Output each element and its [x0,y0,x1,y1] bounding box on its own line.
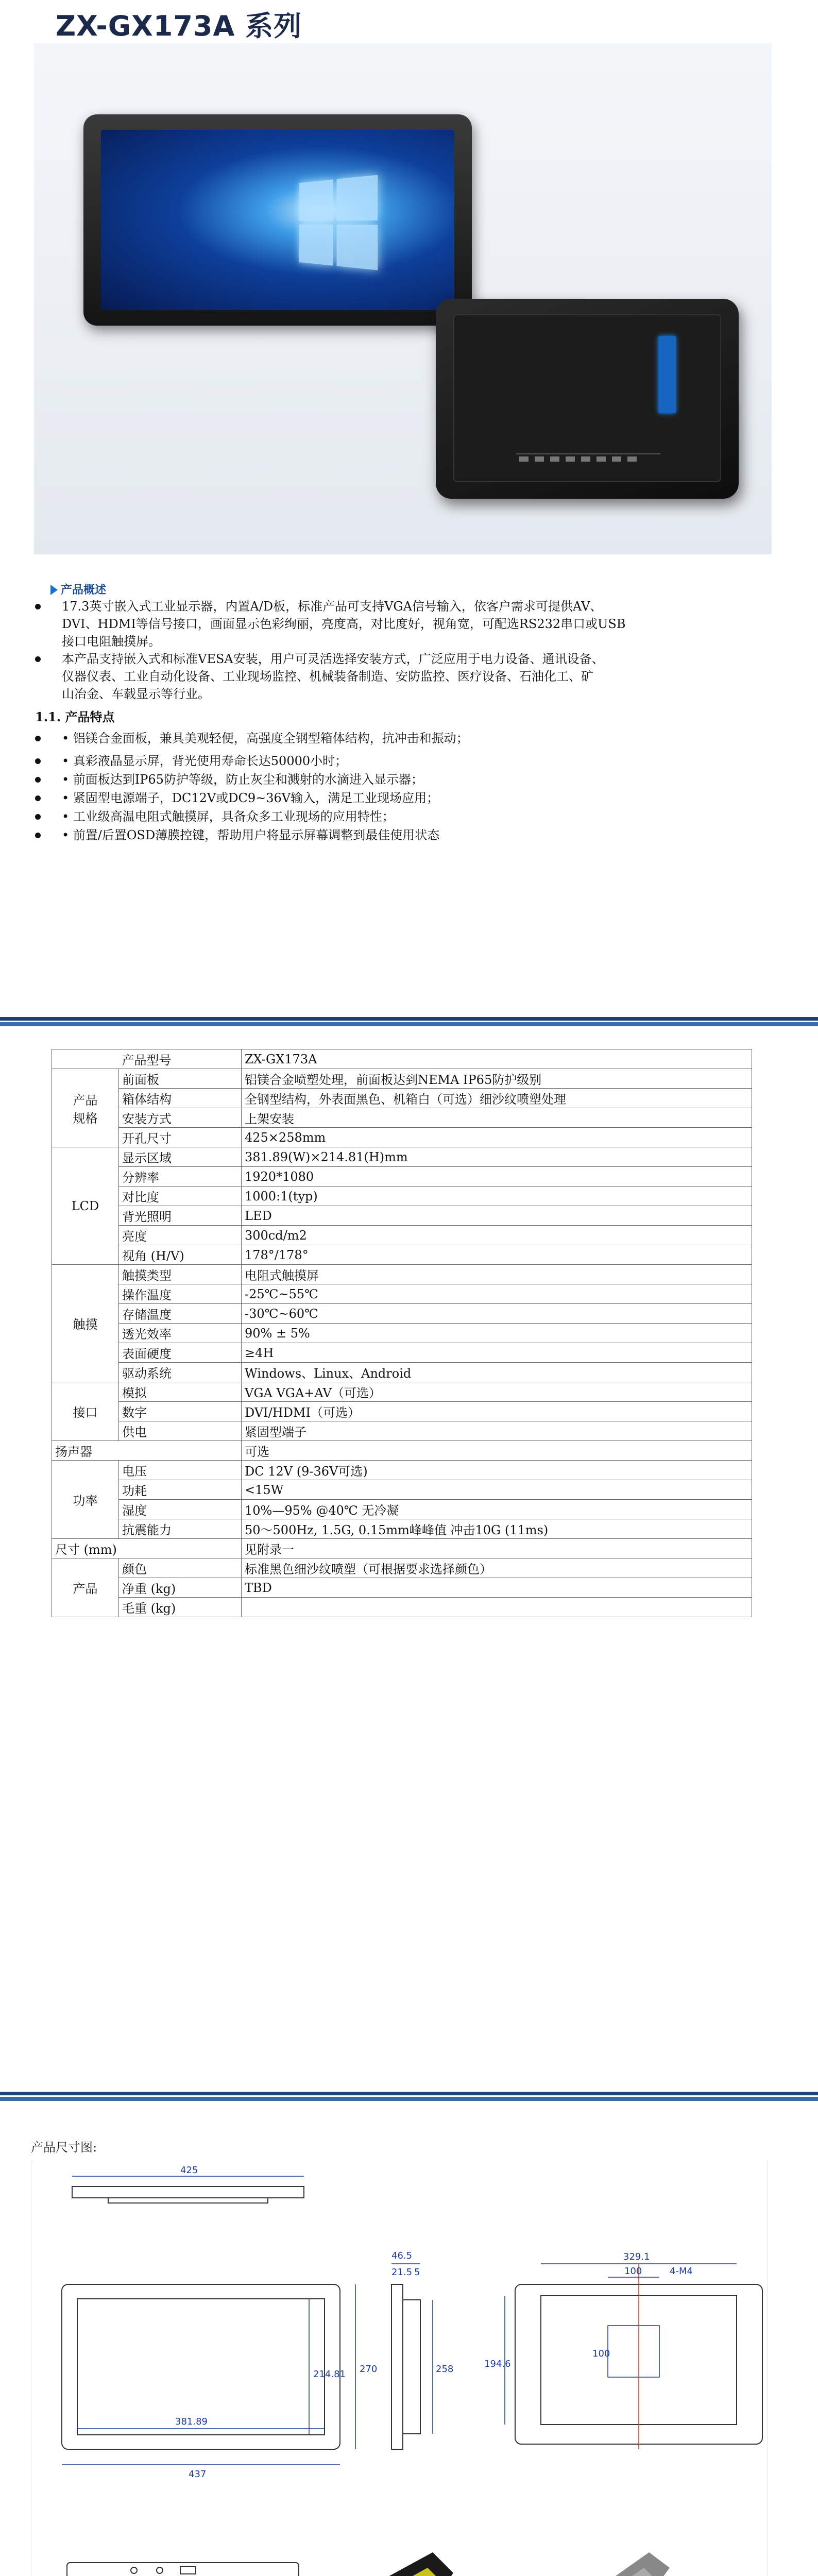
row-label: 透光效率 [119,1324,242,1343]
speaker-value: 可选 [242,1441,752,1461]
table-row [52,1167,752,1187]
port-icon [131,2567,137,2573]
page-title: ZX-GX173A 系列 [56,10,302,42]
row-label: 毛重 (kg) [119,1598,242,1617]
feature-text: • 铝镁合金面板，兼具美观轻便，高强度全钢型箱体结构，抗冲击和振动； [62,731,469,745]
table-row [52,1108,752,1128]
row-label: 箱体结构 [119,1089,242,1108]
front-active-area [77,2299,325,2435]
row-label: 存储温度 [119,1304,242,1324]
row-label: 抗震能力 [119,1519,242,1539]
row-label: 净重 (kg) [119,1578,242,1598]
iso-front-bezel [319,2552,453,2576]
row-label: 功耗 [119,1480,242,1500]
row-label: 表面硬度 [119,1343,242,1363]
io-ports [516,453,660,464]
table-row [52,1069,752,1089]
group-lcd: LCD [52,1147,119,1265]
row-label: 视角 (H/V) [119,1245,242,1265]
bullet-icon [35,656,41,662]
dim-rear-height: 194.6 [484,2359,511,2369]
row-label: 分辨率 [119,1167,242,1187]
group-interface: 接口 [52,1382,119,1441]
port-icon [180,2567,196,2574]
row-value [242,1598,752,1617]
table-row [52,1461,752,1480]
group-power: 功率 [52,1461,119,1539]
dim-active-width: 381.89 [175,2416,208,2427]
product-hero-image [34,43,772,554]
dim-rear-screw: 4-M4 [670,2266,693,2277]
row-value: 50～500Hz, 1.5G, 0.15mm峰峰值 冲击10G (11ms) [242,1519,752,1539]
dim-active-height: 214.81 [313,2369,346,2380]
row-label: 供电 [119,1421,242,1441]
section-divider [0,1017,818,1026]
spec-table [52,1049,752,1617]
row-label: 背光照明 [119,1206,242,1226]
bullet-icon [35,814,41,820]
feature-item [35,730,469,747]
feature-item [35,826,439,844]
feature-text: • 前置/后置OSD薄膜控键，帮助用户将显示屏幕调整到最佳使用状态 [62,828,440,842]
model-value: ZX-GX173A [242,1049,752,1069]
top-view-body [72,2187,304,2198]
dim-rear-width: 329.1 [623,2251,650,2262]
overview-paragraph-1 [35,598,777,650]
row-label: 数字 [119,1402,242,1421]
speaker-label: 扬声器 [52,1441,242,1461]
table-row [52,1265,752,1284]
section-divider [0,2092,818,2101]
side-view-drawing [391,2264,433,2449]
monitor-back-view [436,299,739,499]
size-value: 见附录一 [242,1539,752,1558]
bullet-icon [35,833,41,838]
feature-text: • 工业级高温电阻式触摸屏，具备众多工业现场的应用特性； [62,809,395,824]
table-row [52,1382,752,1402]
table-row [52,1284,752,1304]
row-label: 显示区域 [119,1147,242,1167]
row-label: 安装方式 [119,1108,242,1128]
table-row [52,1441,752,1461]
row-value: DVI/HDMI（可选） [242,1402,752,1421]
dim-rear-vesa-v: 100 [592,2348,610,2359]
rear-view-drawing [505,2264,762,2449]
dim-top-width: 425 [180,2165,198,2176]
row-value: VGA VGA+AV（可选） [242,1382,752,1402]
dim-side-a: 21.5 [391,2267,413,2278]
dimension-drawings [31,2161,768,2576]
table-row [52,1578,752,1598]
feature-text: • 前面板达到IP65防护等级，防止灰尘和溅射的水滴进入显示器； [62,772,423,787]
triangle-bullet-icon [50,585,58,595]
table-row [52,1343,752,1363]
feature-text: • 紧固型电源端子，DC12V或DC9~36V输入，满足工业现场应用； [62,791,439,805]
table-row [52,1226,752,1245]
row-label: 对比度 [119,1187,242,1206]
row-value: 标准黑色细沙纹喷塑（可根据要求选择颜色） [242,1558,752,1578]
overview-paragraph-2 [35,650,777,703]
drawings-title: 产品尺寸图: [31,2140,97,2155]
model-label: 产品型号 [52,1049,242,1069]
row-value: 铝镁合金喷塑处理，前面板达到NEMA IP65防护级别 [242,1069,752,1089]
row-label: 触摸类型 [119,1265,242,1284]
row-value: DC 12V (9-36V可选) [242,1461,752,1480]
windows-logo-icon [299,175,378,270]
table-row [52,1539,752,1558]
paragraph-line: 山冶金、车载显示等行业。 [62,687,210,701]
row-value: LED [242,1206,752,1226]
row-value: TBD [242,1578,752,1598]
group-touch: 触摸 [52,1265,119,1382]
paragraph-line: 本产品支持嵌入式和标准VESA安装，用户可灵活选择安装方式，广泛应用于电力设备、通讯设备、 [62,652,604,666]
rear-vesa-pattern [608,2326,659,2377]
bullet-icon [35,795,41,801]
size-label: 尺寸 (mm) [52,1539,242,1558]
side-body [403,2300,420,2434]
table-row [52,1598,752,1617]
row-label: 开孔尺寸 [119,1128,242,1147]
table-row [52,1558,752,1578]
paragraph-line: 接口电阻触摸屏。 [62,634,161,649]
monitor-screen [101,130,454,310]
monitor-front-view [83,114,472,326]
bottom-view-drawing [67,2563,299,2576]
table-row [52,1128,752,1147]
row-value: 1000:1(typ) [242,1187,752,1206]
row-value: -25℃~55℃ [242,1284,752,1304]
row-value: -30℃~60℃ [242,1304,752,1324]
row-label: 湿度 [119,1500,242,1519]
top-view-drawing [72,2176,304,2203]
paragraph-line: 仪器仪表、工业自动化设备、工业现场监控、机械装备制造、安防监控、医疗设备、石油化工、矿 [62,669,593,684]
monitor-back-panel [453,314,721,482]
table-row [52,1402,752,1421]
row-value: 上架安装 [242,1108,752,1128]
dim-rear-vesa: 100 [624,2266,642,2277]
table-row [52,1363,752,1382]
row-value: 1920*1080 [242,1167,752,1187]
row-label: 模拟 [119,1382,242,1402]
row-label: 电压 [119,1461,242,1480]
dim-side-depth: 46.5 [391,2250,413,2261]
row-value: 425×258mm [242,1128,752,1147]
paragraph-line: 17.3英寸嵌入式工业显示器，内置A/D板，标准产品可支持VGA信号输入，依客户需求可提供AV、 [62,599,603,614]
table-row [52,1187,752,1206]
overview-heading [50,581,106,597]
row-value: 全钢型结构，外表面黑色、机箱白（可选）细沙纹喷塑处理 [242,1089,752,1108]
dim-side-height: 258 [436,2364,454,2375]
row-label: 操作温度 [119,1284,242,1304]
table-row [52,1324,752,1343]
features-heading: 1.1. 产品特点 [35,709,115,724]
row-value: 300cd/m2 [242,1226,752,1245]
row-value: 90% ± 5% [242,1324,752,1343]
row-label: 驱动系统 [119,1363,242,1382]
row-value: 10%—95% @40℃ 无冷凝 [242,1500,752,1519]
overview-heading-text: 产品概述 [61,584,107,597]
feature-item [35,752,347,770]
feature-text: • 真彩液晶显示屏，背光使用寿命长达50000小时； [62,754,348,768]
row-label: 亮度 [119,1226,242,1245]
table-row [52,1519,752,1539]
feature-item [35,771,423,788]
row-value: 电阻式触摸屏 [242,1265,752,1284]
table-row [52,1500,752,1519]
row-value: <15W [242,1480,752,1500]
bullet-icon [35,736,41,741]
row-value: 紧固型端子 [242,1421,752,1441]
group-spec [52,1069,119,1147]
port-icon [157,2567,163,2573]
side-front [391,2284,403,2449]
feature-item [35,808,395,825]
isometric-front-view [319,2552,453,2576]
table-row [52,1245,752,1265]
table-row [52,1049,752,1069]
dim-side-b: 5 [414,2267,420,2278]
table-row [52,1147,752,1167]
group-product: 产品 [52,1558,119,1617]
feature-item [35,789,439,807]
front-view-drawing [62,2284,355,2465]
table-row [52,1480,752,1500]
group-label: 产品 规格 [73,1093,98,1126]
bullet-icon [35,604,41,609]
dim-front-height: 270 [360,2364,378,2375]
row-label: 颜色 [119,1558,242,1578]
osd-button-strip [658,336,676,413]
top-view-back [108,2198,268,2203]
table-row [52,1304,752,1324]
dim-front-width: 437 [189,2469,207,2480]
row-label: 前面板 [119,1069,242,1089]
table-row [52,1089,752,1108]
row-value: Windows、Linux、Android [242,1363,752,1382]
row-value: 178°/178° [242,1245,752,1265]
table-row [52,1421,752,1441]
table-row [52,1206,752,1226]
paragraph-line: DVI、HDMI等信号接口，画面显示色彩绚丽，亮度高，对比度好，视角宽，可配选RS232串口或USB [62,617,626,631]
row-value: 381.89(W)×214.81(H)mm [242,1147,752,1167]
row-value: ≥4H [242,1343,752,1363]
bullet-icon [35,777,41,783]
isometric-rear-view [525,2552,670,2576]
bullet-icon [35,758,41,764]
